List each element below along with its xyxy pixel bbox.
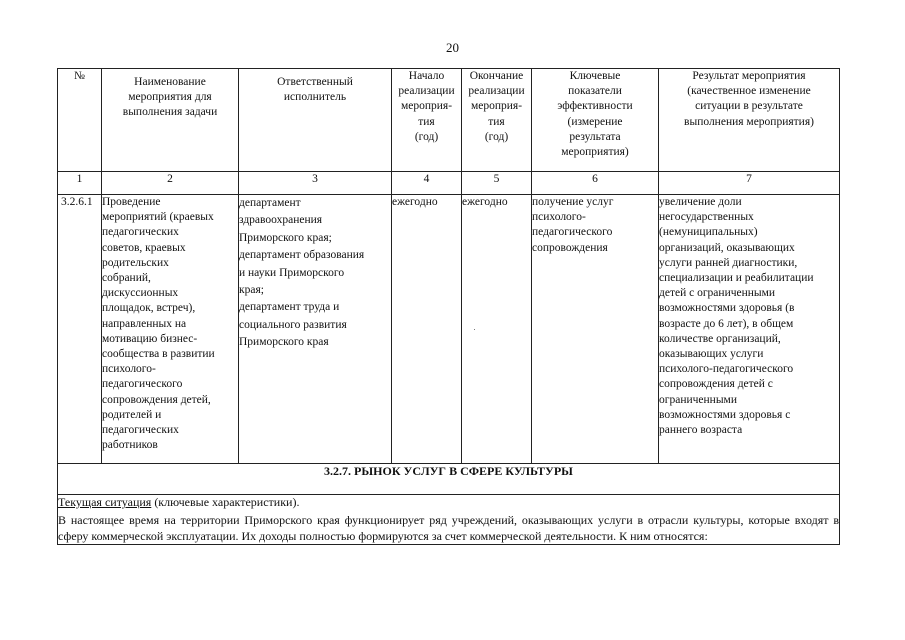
header-row [58,69,840,172]
column-number: 2 [102,172,239,195]
column-number: 1 [58,172,102,195]
header-activity-name: Наименование мероприятия для выполнения задачи [102,69,239,172]
activities-table [57,68,840,545]
header-end: Окончание реализации мероприя- тия (год) [462,69,532,172]
scan-speck [474,329,475,330]
row-executor: департамент здравоохранения Приморского края; департамент образования и науки Приморского края; департамент труда и социального развития Приморского края [239,195,392,464]
header-indicators: Ключевые показатели эффективности (измерение результата мероприятия) [532,69,659,172]
description-cell [58,495,840,545]
column-number: 5 [462,172,532,195]
header-start: Начало реализации мероприя- тия (год) [392,69,462,172]
column-number: 7 [659,172,840,195]
description-paragraph: В настоящее время на территории Приморского края функционирует ряд учреждений, оказывающих услуги в отрасли культуры, которые входят в сферу коммерческой эксплуатации. Их доходы полностью формируются за счет коммерческой деятельности. К ним относятся: [58,513,839,544]
column-number: 3 [239,172,392,195]
row-activity-name: Проведение мероприятий (краевых педагогических советов, краевых родительских собраний, дискуссионных площадок, встреч), направленных на мотивацию бизнес- сообщества в развитии психолого- педагогического сопровождения детей, родителей и педагогических работников [102,195,239,464]
current-situation-line [58,495,839,510]
page-number: 20 [446,40,459,55]
column-number: 4 [392,172,462,195]
column-number-row [58,172,840,195]
current-situation-label: Текущая ситуация [58,495,152,509]
current-situation-note: (ключевые характеристики). [151,495,300,509]
row-indicators: получение услуг психолого- педагогического сопровождения [532,195,659,464]
row-end: ежегодно [462,195,532,464]
header-result: Результат мероприятия (качественное изменение ситуации в результате выполнения мероприятия) [659,69,840,172]
table-row [58,195,840,464]
section-heading-row [58,464,840,495]
row-number: 3.2.6.1 [58,195,102,464]
row-start: ежегодно [392,195,462,464]
header-executor: Ответственный исполнитель [239,69,392,172]
column-number: 6 [532,172,659,195]
row-result: увеличение доли негосударственных (немуниципальных) организаций, оказывающих услуги ранней диагностики, специализации и реабилитации детей с ограниченными возможностями здоровья (в возрасте до 6 лет), в общем количестве организаций, оказывающих услуги психолого-педагогического сопровождения детей с ограниченными возможностями здоровья с раннего возраста [659,195,840,464]
section-heading: 3.2.7. РЫНОК УСЛУГ В СФЕРЕ КУЛЬТУРЫ [58,464,840,495]
header-number: № [58,69,102,172]
description-row [58,495,840,545]
